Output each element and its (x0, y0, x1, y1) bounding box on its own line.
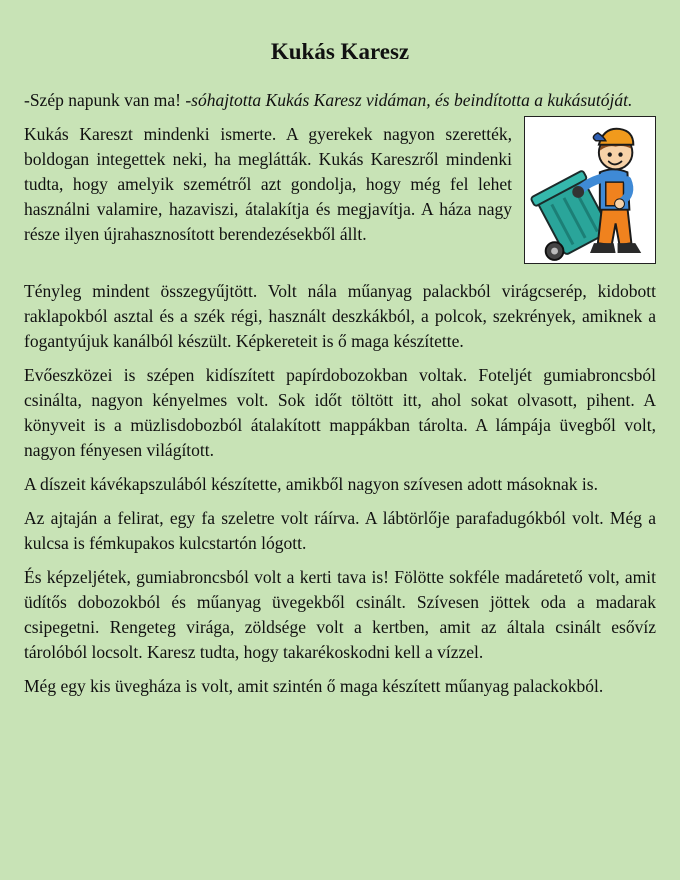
paragraph-6: És képzeljétek, gumiabroncsból volt a kerti tava is! Fölötte sokféle madáretető volt, amit üdítős dobozokból és műanyag üvegekből csinált. Szívesen jöttek oda a madarak csipegetni. Rengeteg virága, zöldsége volt a kertben, amit az általa csinált esővíz tárolóból locsolt. Karesz tudta, hogy takarékoskodni kell a vízzel. (24, 567, 656, 662)
paragraph-5: Az ajtaján a felirat, egy fa szeletre volt ráírva. A lábtörlője parafadugókból volt. Még a kulcsa is fémkupakos kulcstartón lógott. (24, 508, 656, 553)
paragraph-7: Még egy kis üvegháza is volt, amit szintén ő maga készített műanyag palackokból. (24, 676, 604, 696)
intro-narration: sóhajtotta Kukás Karesz vidáman, és beindította a kukásutóját. (191, 90, 633, 110)
paragraph-2: Tényleg mindent összegyűjtött. Volt nála műanyag palackból virágcserép, kidobott raklapokból asztal és a szék régi, használt deszkákból, a polcok, szekrények, amiknek a fogantyújuk kanálból készült. Képkereteit is ő maga készítette. (24, 281, 656, 351)
garbage-man-with-bin-icon (524, 116, 656, 264)
document-title: Kukás Karesz (270, 39, 410, 64)
intro-paragraph (24, 88, 656, 113)
paragraph-3: Evőeszközei is szépen kidíszített papírdobozokban voltak. Foteljét gumiabroncsból csinálta, nagyon kényelmes volt. Sok időt töltött itt, ahol sokat olvasott, pihent. A könyveit is a müzlisdobozból átalakított mappákban tárolta. A lámpája üvegből volt, nagyon fényesen világított. (24, 365, 656, 460)
paragraph-1: Kukás Kareszt mindenki ismerte. A gyerekek nagyon szerették, boldogan integettek neki, ha meglátták. Kukás Kareszről mindenki tudta, hogy amelyik szemétről azt gondolja, hogy még fel lehet használni valamire, hazaviszi, átalakítja és megjavítja. A háza nagy része ilyen újrahasznosított berendezésekből állt. (24, 124, 512, 244)
paragraph-4: A díszeit kávékapszulából készítette, amikből nagyon szívesen adott másoknak is. (24, 474, 598, 494)
intro-speech: -Szép napunk van ma! - (24, 90, 192, 110)
